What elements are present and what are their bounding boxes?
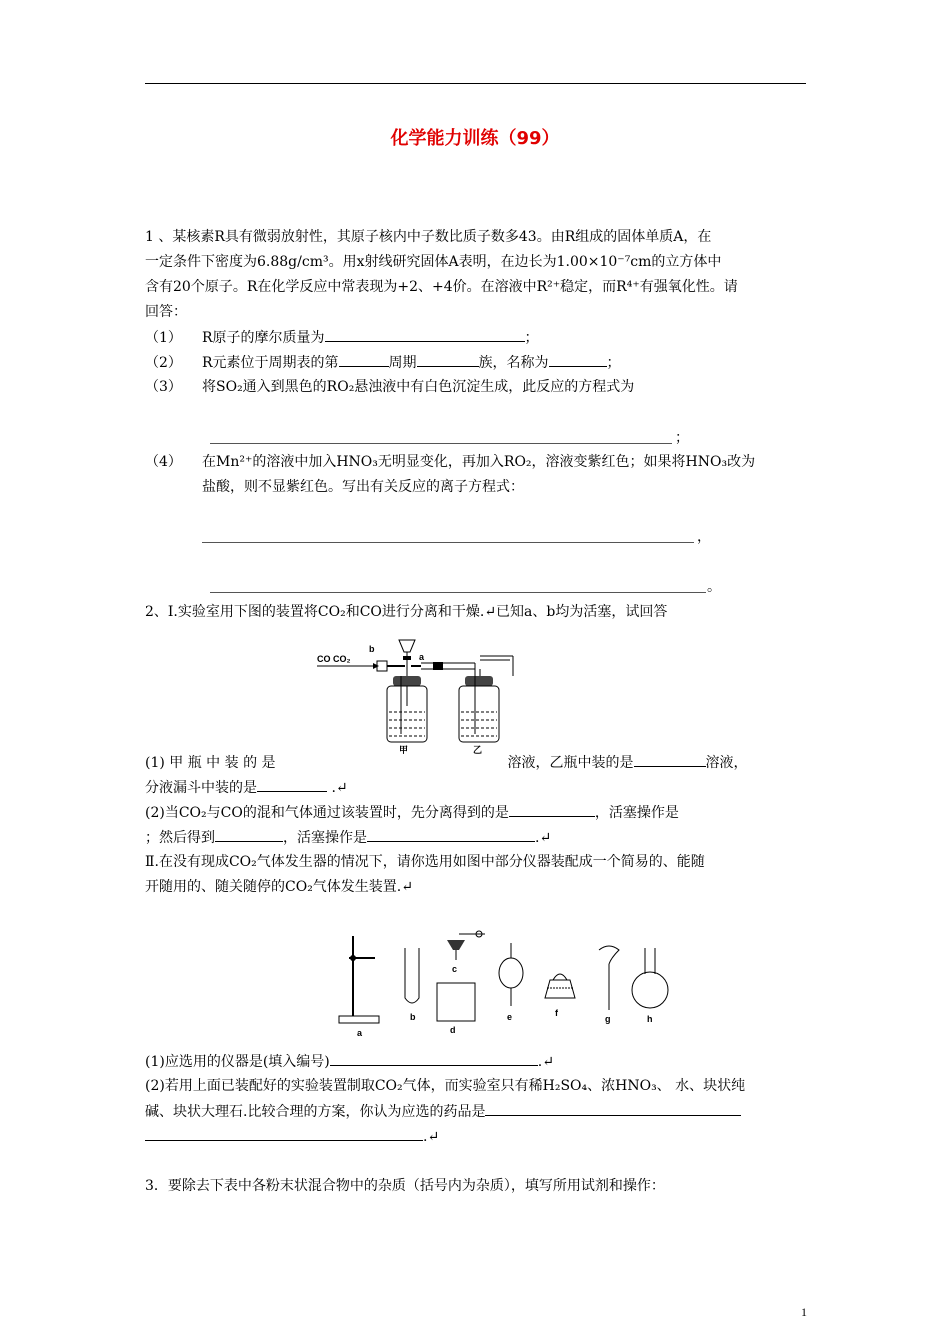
sub-text: 周期 bbox=[388, 355, 417, 371]
line-end: ， bbox=[697, 529, 711, 545]
q1-sub-1 bbox=[145, 327, 539, 348]
answer-blank[interactable] bbox=[330, 1051, 538, 1066]
answer-blank[interactable] bbox=[276, 753, 508, 767]
page-title: 化学能力训练（99） bbox=[390, 128, 560, 149]
page-number: 1 bbox=[801, 1305, 807, 1319]
answer-blank[interactable] bbox=[634, 752, 706, 767]
label-c: c bbox=[452, 964, 458, 974]
answer-line[interactable] bbox=[210, 443, 672, 444]
sub-text: ； bbox=[524, 330, 539, 346]
sub-text: .↵ bbox=[535, 830, 552, 846]
line-end: ； bbox=[675, 430, 689, 446]
sub-text: 在Mn²⁺的溶液中加入HNO₃无明显变化，再加入RO₂，溶液变紫红色；如果将HNO₃改为 bbox=[202, 454, 756, 470]
sub-text: R元素位于周期表的第 bbox=[202, 355, 339, 371]
sub-text: ，活塞操作是 bbox=[283, 830, 367, 846]
label-h: h bbox=[647, 1014, 653, 1024]
sub-text: .↵ bbox=[537, 1054, 554, 1070]
sub-text: 族，名称为 bbox=[478, 355, 549, 371]
answer-line[interactable] bbox=[210, 592, 706, 593]
q2-p1-line1 bbox=[145, 752, 748, 773]
answer-blank[interactable] bbox=[339, 352, 389, 367]
label-g: g bbox=[605, 1014, 611, 1024]
sub-text: 将SO₂通入到黑色的RO₂悬浊液中有白色沉淀生成，此反应的方程式为 bbox=[202, 379, 635, 395]
label-a: a bbox=[357, 1028, 363, 1038]
sub-text: R原子的摩尔质量为 bbox=[202, 330, 325, 346]
q3-line-1: 3．要除去下表中各粉末状混合物中的杂质（括号内为杂质），填写所用试剂和操作： bbox=[145, 1178, 665, 1194]
bottle-yi-label: 乙 bbox=[473, 745, 483, 754]
sub-text: .↵ bbox=[423, 1129, 440, 1145]
sub-text: 分液漏斗中装的是 bbox=[145, 780, 257, 796]
label-b: b bbox=[410, 1012, 416, 1022]
q1-line-2: 一定条件下密度为6.88g/cm³。用x射线研究固体A表明，在边长为1.00×10⁻⁷cm的立方体中 bbox=[145, 254, 722, 270]
sub-number: （4） bbox=[145, 454, 182, 470]
answer-blank[interactable] bbox=[485, 1101, 741, 1116]
sub-text: ；然后得到 bbox=[145, 830, 215, 846]
q2-ii-line1: Ⅱ.在没有现成CO₂气体发生器的情况下，请你选用如图中部分仪器装配成一个简易的、能随 bbox=[145, 854, 705, 870]
label-d: d bbox=[450, 1025, 456, 1035]
answer-blank[interactable] bbox=[367, 827, 535, 842]
q1-sub-4 bbox=[145, 452, 755, 472]
sub-text: (2)当CO₂与CO的混和气体通过该装置时，先分离得到的是 bbox=[145, 805, 509, 821]
valve-b-label: b bbox=[369, 644, 375, 654]
q2-p2-line2 bbox=[145, 827, 551, 848]
q1-sub-2 bbox=[145, 352, 621, 373]
sub-text: 碱、块状大理石.比较合理的方案，你认为应选的药品是 bbox=[145, 1104, 486, 1120]
q1-line-4: 回答： bbox=[145, 304, 187, 320]
q2-p4-line1: (2)若用上面已装配好的实验装置制取CO₂气体，而实验室只有稀H₂SO₄、浓HNO₃、 水、块状纯 bbox=[145, 1078, 746, 1094]
header-rule bbox=[145, 83, 806, 84]
label-f: f bbox=[555, 1008, 558, 1018]
sub-text: (1) 甲 瓶 中 装 的 是 bbox=[145, 755, 276, 771]
sub-number: （2） bbox=[145, 355, 182, 371]
q1-line-3: 含有20个原子。R在化学反应中常表现为+2、+4价。在溶液中R²⁺稳定，而R⁴⁺有强氧化性。请 bbox=[145, 279, 738, 295]
sub-number: （3） bbox=[145, 379, 182, 395]
sub-number: （1） bbox=[145, 330, 182, 346]
answer-line[interactable] bbox=[202, 542, 694, 543]
answer-blank[interactable] bbox=[549, 352, 607, 367]
answer-blank[interactable] bbox=[257, 777, 327, 792]
line-end: 。 bbox=[707, 579, 721, 595]
q2-p2-line1 bbox=[145, 802, 679, 823]
sub-text: .↵ bbox=[327, 780, 348, 796]
label-e: e bbox=[507, 1012, 513, 1022]
answer-blank[interactable] bbox=[215, 827, 283, 842]
sub-text: 溶液， bbox=[705, 755, 748, 771]
sub-text: ； bbox=[606, 355, 621, 371]
q1-line-1: 1 、某核素R具有微弱放射性，其原子核内中子数比质子数多43。由R组成的固体单质A，在 bbox=[145, 229, 712, 245]
sub-text: (1)应选用的仪器是(填入编号) bbox=[145, 1054, 330, 1070]
q2-line-1: 2、Ⅰ.实验室用下图的装置将CO₂和CO进行分离和干燥.↵已知a、b均为活塞，试回答 bbox=[145, 604, 668, 620]
q2-ii-line2: 开随用的、随关随停的CO₂气体发生装置.↵ bbox=[145, 879, 413, 895]
q2-p3 bbox=[145, 1051, 554, 1072]
q2-p1-line2 bbox=[145, 777, 348, 798]
answer-blank[interactable] bbox=[509, 802, 595, 817]
answer-blank[interactable] bbox=[145, 1126, 423, 1141]
q2-p4-line3 bbox=[145, 1126, 439, 1147]
instruments-figure bbox=[335, 928, 680, 1040]
answer-blank[interactable] bbox=[417, 352, 479, 367]
sub-text: ，活塞操作是 bbox=[594, 805, 679, 821]
q1-sub-3 bbox=[145, 377, 634, 397]
bottle-jia-label: 甲 bbox=[399, 745, 409, 754]
separation-apparatus-figure bbox=[315, 636, 525, 754]
sub-text: 溶液，乙瓶中装的是 bbox=[507, 755, 634, 771]
q1-sub-4-cont: 盐酸，则不显紫红色。写出有关反应的离子方程式： bbox=[202, 479, 524, 495]
gas-label: CO CO₂ bbox=[317, 654, 351, 664]
q2-p4-line2 bbox=[145, 1101, 741, 1122]
answer-blank[interactable] bbox=[325, 327, 525, 342]
valve-a-label: a bbox=[419, 652, 425, 662]
